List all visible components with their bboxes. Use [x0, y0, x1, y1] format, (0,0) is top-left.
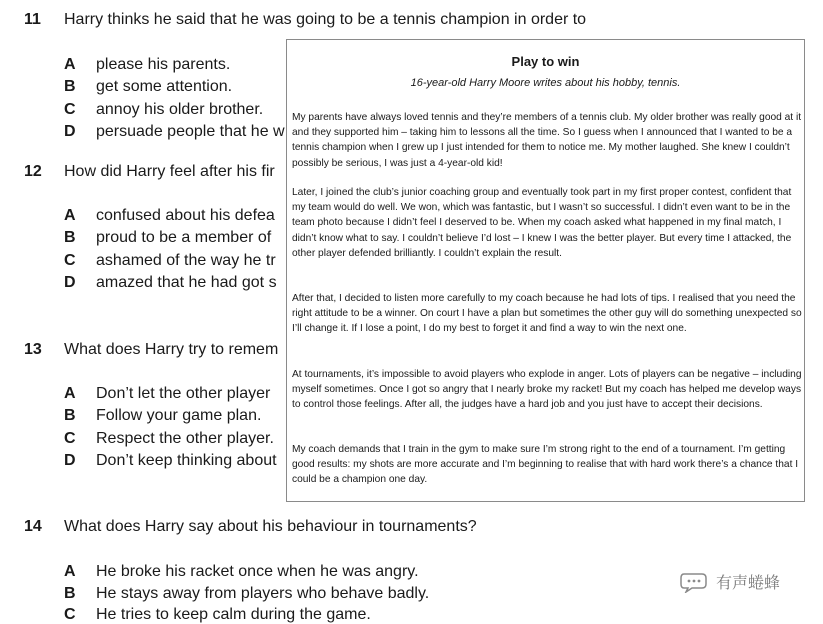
option-text: Respect the other player. — [96, 430, 274, 447]
option-letter: D — [64, 123, 76, 140]
question-text: What does Harry say about his behaviour in tournaments? — [64, 518, 477, 535]
option-letter: B — [64, 78, 76, 95]
option-text: persuade people that he w — [96, 123, 285, 140]
passage-title: Play to win — [511, 54, 580, 69]
question-number: 13 — [24, 341, 42, 358]
option-text: He tries to keep calm during the game. — [96, 606, 371, 623]
option-text: Follow your game plan. — [96, 407, 262, 424]
option-letter: A — [64, 385, 76, 402]
option-letter: A — [64, 563, 76, 580]
question-number: 12 — [24, 163, 42, 180]
option-letter: B — [64, 407, 76, 424]
option-text: get some attention. — [96, 78, 233, 95]
passage-subtitle: 16-year-old Harry Moore writes about his hobby, tennis. — [410, 77, 681, 89]
option-text: He broke his racket once when he was angry. — [96, 563, 419, 580]
question-text: Harry thinks he said that he was going to be a tennis champion in order to — [64, 11, 587, 28]
option-letter: B — [64, 229, 76, 246]
option-text: amazed that he had got s — [96, 274, 277, 291]
option-letter: A — [64, 207, 76, 224]
option-letter: C — [64, 606, 76, 623]
passage-paragraph: Later, I joined the club’s junior coaching group and eventually took part in my first proper contest, confident that my team would do well. We won, which was fantastic, but I wasn’t so successful. I didn’t even want to be in the team photo because I didn’t feel I deserved to be. When my coach asked what happened in my final match, I didn’t know what to say. I couldn’t believe I’d lost – I knew I was the better player. But every time I attacked, the other player defended brilliantly. I couldn’t explain the result. — [292, 187, 792, 259]
passage-paragraph: At tournaments, it’s impossible to avoid players who explode in anger. Lots of players can be negative – including myself sometimes. Once I got so angry that I nearly broke my racket! But my coach has helped me develop ways to control those feelings. After all, the judges have a hard job and you just have to accept their decisions. — [292, 369, 802, 411]
option-letter: D — [64, 452, 76, 469]
option-letter: A — [64, 56, 76, 73]
passage-paragraph: After that, I decided to listen more carefully to my coach because he had lots of tips. I realised that you need the right attitude to be a winner. On court I have a plan but sometimes the other guy will do something unexpected so I’ll change it. If I lose a point, I do my best to forget it and find a way to win the next one. — [292, 293, 802, 335]
option-text: confused about his defea — [96, 207, 275, 224]
passage-paragraph: My parents have always loved tennis and they’re members of a tennis club. My older brother was really good at it and they supported him – taking him to lessons all the time. So I guess when I announced that I wanted to be a tennis champion when I grew up I just intended for them to notice me. My mother laughed. She knew I couldn’t possibly be serious, I was just a 4-year-old kid! — [292, 112, 802, 169]
speech-bubble-icon — [680, 571, 710, 593]
option-letter: C — [64, 252, 76, 269]
option-letter: C — [64, 101, 76, 118]
question-text: How did Harry feel after his fir — [64, 163, 275, 180]
watermark — [680, 570, 780, 593]
question-number: 14 — [24, 518, 42, 535]
reading-passage — [286, 39, 805, 502]
option-text: He stays away from players who behave badly. — [96, 585, 430, 602]
option-text: ashamed of the way he tr — [96, 252, 276, 269]
option-letter: C — [64, 430, 76, 447]
option-text: proud to be a member of — [96, 229, 272, 246]
question-number: 11 — [24, 11, 41, 28]
option-text: Don’t keep thinking about — [96, 452, 277, 469]
option-text: Don’t let the other player — [96, 385, 271, 402]
question-text: What does Harry try to remem — [64, 341, 279, 358]
option-text: please his parents. — [96, 56, 231, 73]
passage-paragraph: My coach demands that I train in the gym to make sure I’m strong right to the end of a tournament. I’m getting good results: my shots are more accurate and I’m beginning to realise that with hard work there’s a chance that I could be a champion one day. — [292, 444, 799, 486]
watermark-text: 有声蜷蜂 — [716, 575, 781, 592]
option-text: annoy his older brother. — [96, 101, 264, 118]
option-letter: B — [64, 585, 76, 602]
option-letter: D — [64, 274, 76, 291]
